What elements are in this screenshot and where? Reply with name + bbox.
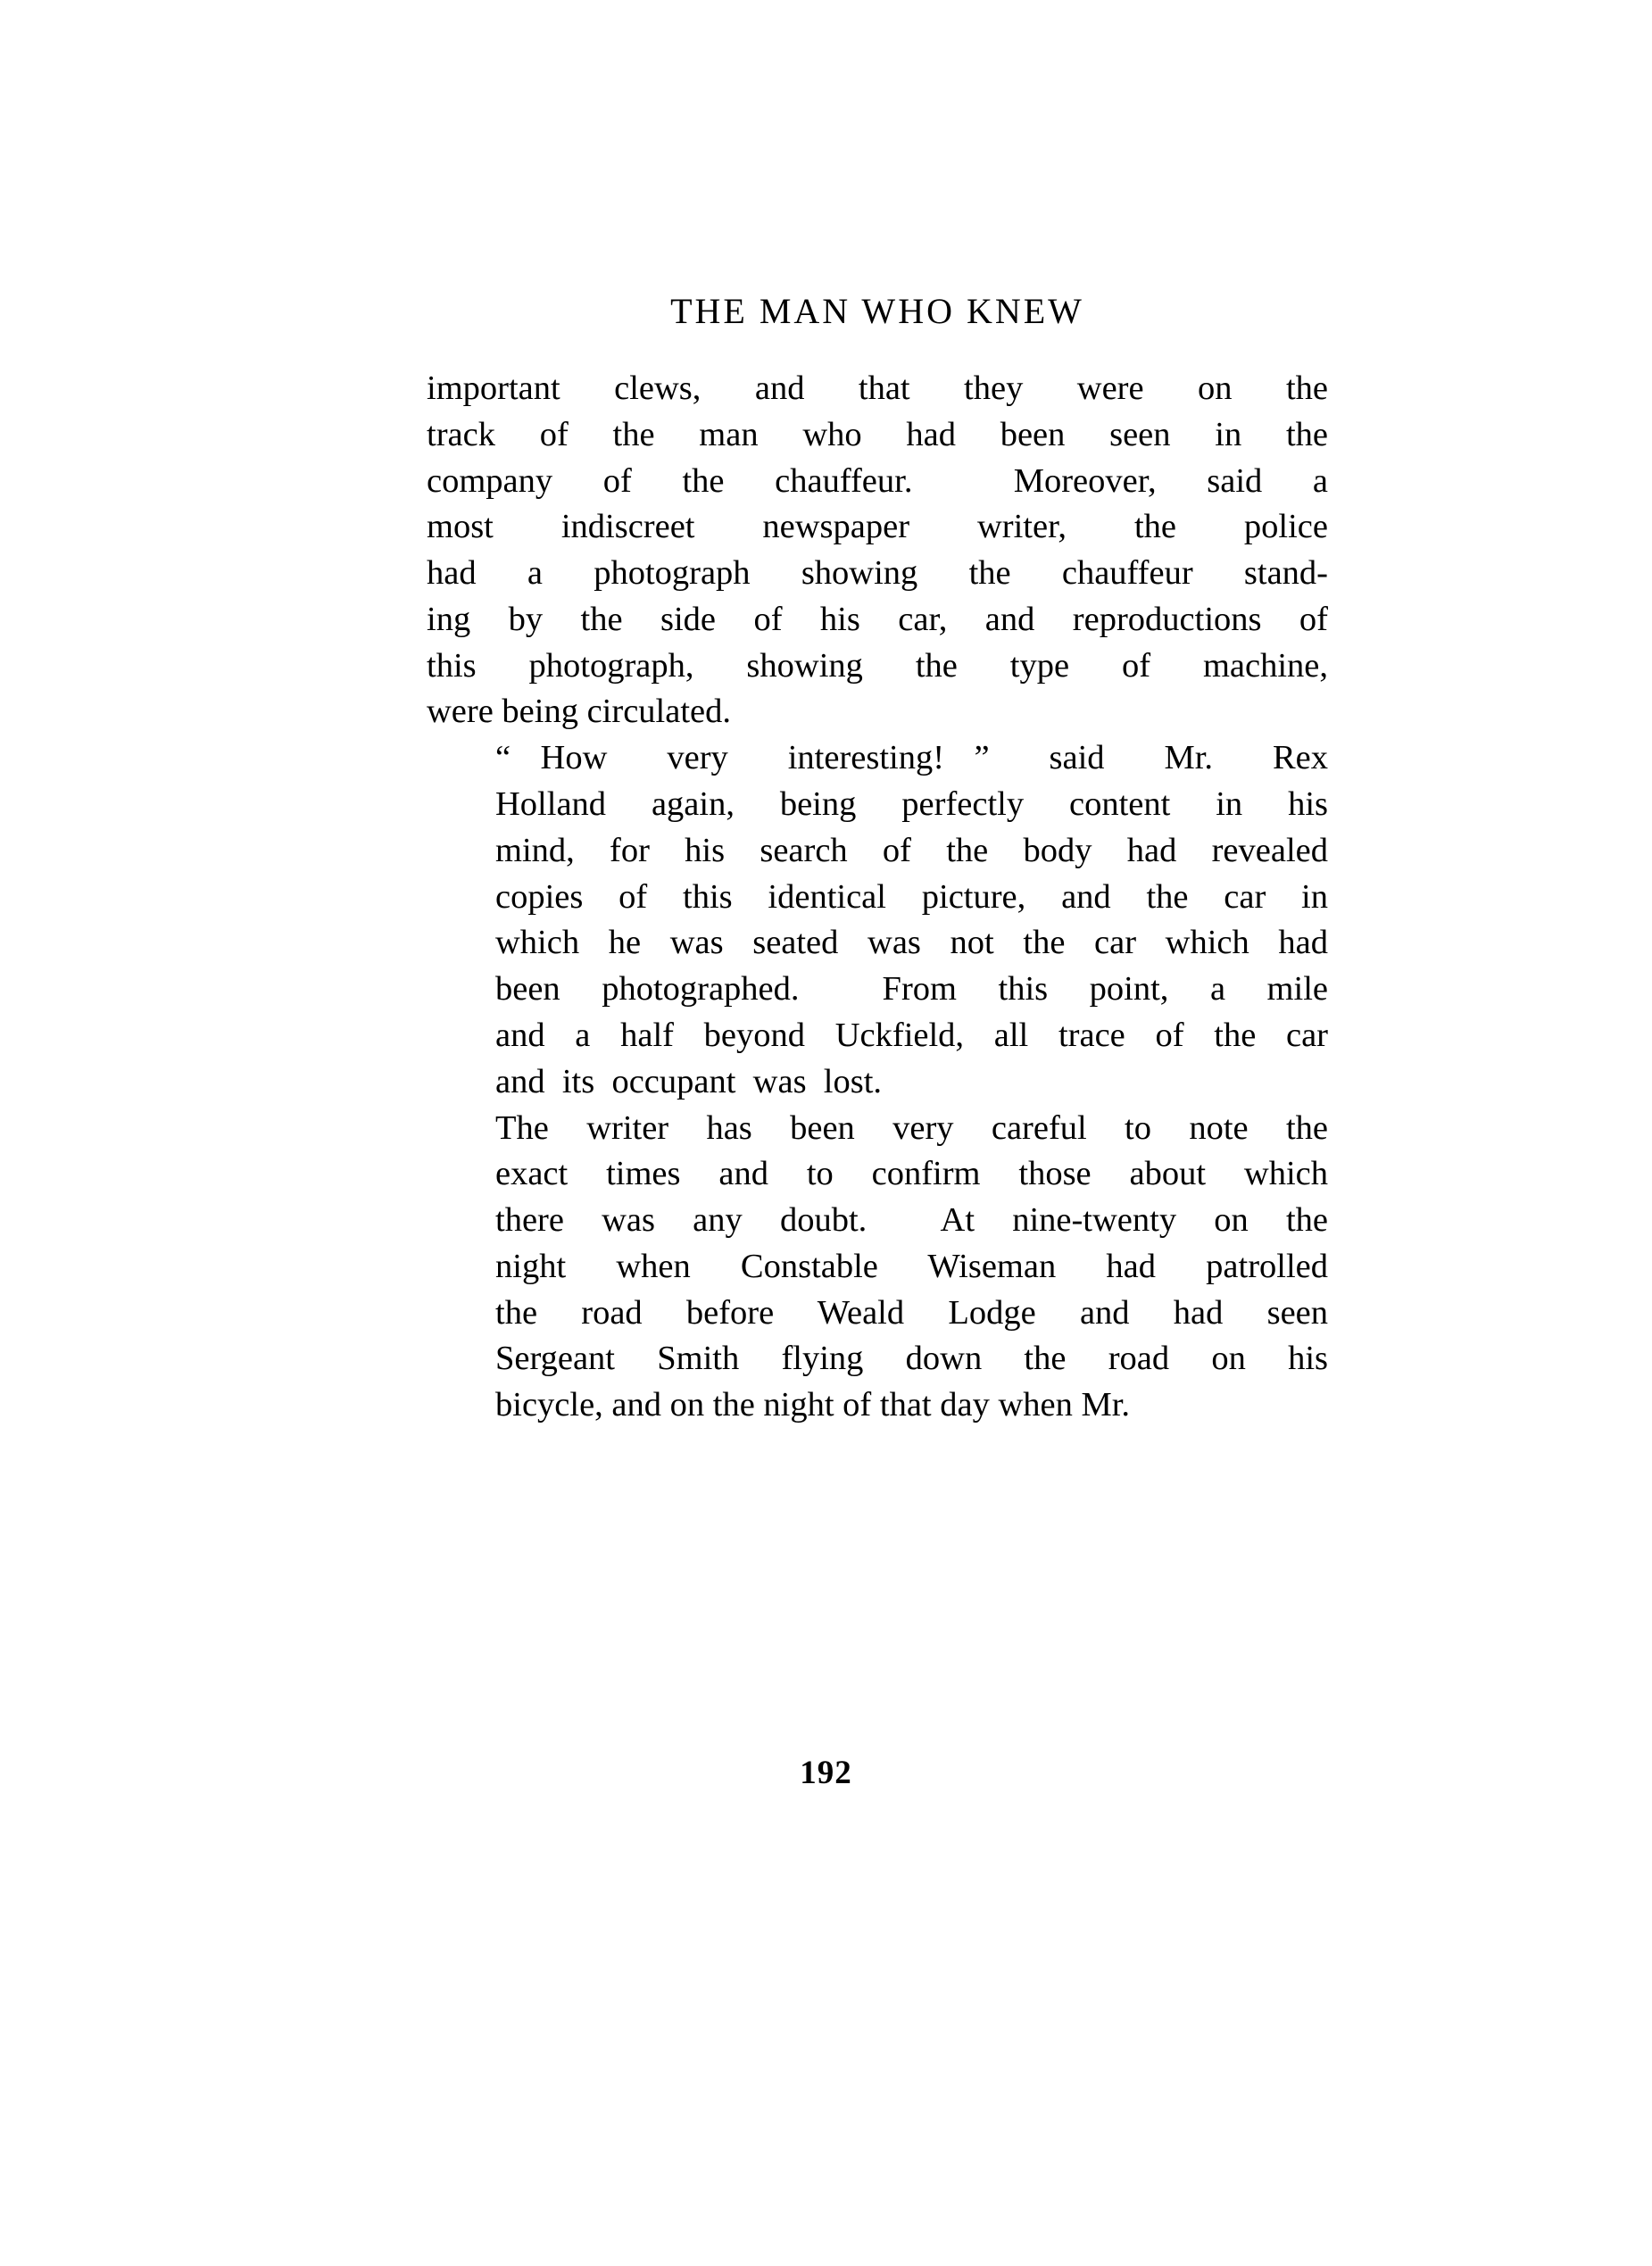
text-line: Sergeant Smith flying down the road on his [495, 1340, 1328, 1378]
text-line: Holland again, being perfectly content in his [495, 785, 1328, 824]
text-line: mind, for his search of the body had revealed [495, 831, 1328, 869]
paragraph-3 [427, 1106, 1328, 1429]
text-line: most indiscreet newspaper writer, the police [427, 508, 1328, 546]
page-text-block [427, 290, 1328, 1429]
text-line: which he was seated was not the car which had [495, 924, 1328, 962]
text-line: were being circulated. [427, 693, 731, 731]
paragraph-2 [427, 735, 1328, 1105]
paragraph-1 [427, 366, 1328, 735]
text-line: been photographed. From this point, a mile [495, 970, 1328, 1008]
text-line: had a photograph showing the chauffeur stand- [427, 554, 1328, 593]
text-line: there was any doubt. At nine-twenty on the [495, 1201, 1328, 1240]
text-line: The writer has been very careful to note the [495, 1108, 1328, 1147]
text-line: night when Constable Wiseman had patrolled [495, 1247, 1328, 1285]
text-line: track of the man who had been seen in the [427, 415, 1328, 453]
text-line: important clews, and that they were on the [427, 369, 1328, 407]
page-number: 192 [800, 1755, 852, 1791]
text-line: bicycle, and on the night of that day when Mr. [495, 1386, 1131, 1424]
text-line: “ How very interesting! ” said Mr. Rex [495, 739, 1328, 777]
text-line: exact times and to confirm those about which [495, 1155, 1328, 1193]
text-line: ing by the side of his car, and reproductions of [427, 600, 1328, 638]
text-line: and a half beyond Uckfield, all trace of the car [495, 1016, 1328, 1054]
text-line: the road before Weald Lodge and had seen [495, 1293, 1328, 1332]
running-head: THE MAN WHO KNEW [670, 291, 1084, 331]
text-line: company of the chauffeur. Moreover, said a [427, 461, 1328, 500]
text-line: copies of this identical picture, and the car in [495, 877, 1328, 916]
text-line: and its occupant was lost. [495, 1062, 883, 1100]
text-line: this photograph, showing the type of machine, [427, 646, 1328, 685]
